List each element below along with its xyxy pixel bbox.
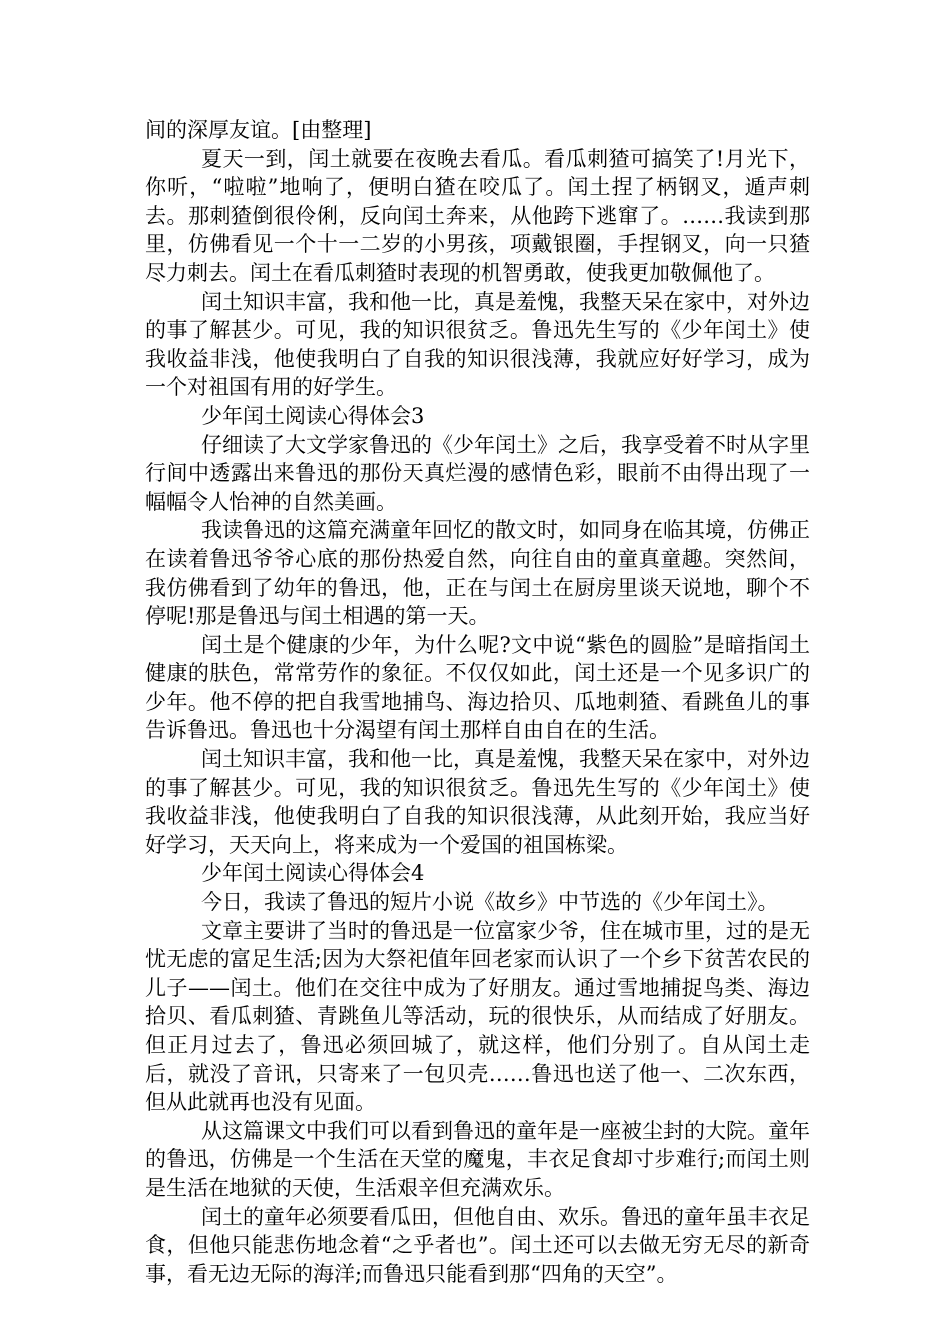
paragraph: 文章主要讲了当时的鲁迅是一位富家少爷，住在城市里，过的是无忧无虑的富足生活;因为大祭祀值年回老家而认识了一个乡下贫苦农民的儿子——闰土。他们在交往中成为了好朋友。通过雪地捕捉鸟类、海边拾贝、看瓜刺猹、青跳鱼儿等活动，玩的很快乐，从而结成了好朋友。但正月过去了，鲁迅必须回城了，就这样，他们分别了。自从闰土走后，就没了音讯，只寄来了一包贝壳……鲁迅也送了他一、二次东西，但从此就再也没有见面。: [145, 918, 810, 1115]
paragraph: 今日，我读了鲁迅的短片小说《故乡》中节选的《少年闰土》。: [201, 890, 779, 915]
document-body: [145, 116, 810, 1288]
paragraph: 闰土知识丰富，我和他一比，真是羞愧，我整天呆在家中，对外边的事了解甚少。可见，我的知识很贫乏。鲁迅先生写的《少年闰土》使我收益非浅，他使我明白了自我的知识很浅薄，我就应好好学习，成为一个对祖国有用的好学生。: [145, 289, 810, 400]
paragraph-continuation: 间的深厚友谊。[由整理]: [145, 118, 372, 142]
paragraph: 仔细读了大文学家鲁迅的《少年闰土》之后，我享受着不时从字里行间中透露出来鲁迅的那份天真烂漫的感情色彩，眼前不由得出现了一幅幅令人怡神的自然美画。: [145, 432, 810, 514]
paragraph: 我读鲁迅的这篇充满童年回忆的散文时，如同身在临其境，仿佛正在读着鲁迅爷爷心底的那份热爱自然，向往自由的童真童趣。突然间，我仿佛看到了幼年的鲁迅，他，正在与闰土在厨房里谈天说地，聊个不停呢!那是鲁迅与闰土相遇的第一天。: [145, 518, 810, 629]
paragraph: 夏天一到，闰土就要在夜晚去看瓜。看瓜刺猹可搞笑了!月光下，你听，“啦啦”地响了，便明白猹在咬瓜了。闰土捏了柄钢叉，遁声刺去。那刺猹倒很伶俐，反向闰土奔来，从他跨下逃窜了。……我读到那里，仿佛看见一个十一二岁的小男孩，项戴银圈，手捏钢叉，向一只猹尽力刺去。闰土在看瓜刺猹时表现的机智勇敢，使我更加敬佩他了。: [145, 146, 810, 285]
paragraph: 闰土知识丰富，我和他一比，真是羞愧，我整天呆在家中，对外边的事了解甚少。可见，我的知识很贫乏。鲁迅先生写的《少年闰土》使我收益非浅，他使我明白了自我的知识很浅薄，从此刻开始，我应当好好学习，天天向上，将来成为一个爱国的祖国栋梁。: [145, 747, 810, 857]
paragraph: 闰土是个健康的少年，为什么呢?文中说“紫色的圆脸”是暗指闰土健康的肤色，常常劳作的象征。不仅仅如此，闰土还是一个见多识广的少年。他不停的把自我雪地捕鸟、海边拾贝、瓜地刺猹、看跳鱼儿的事告诉鲁迅。鲁迅也十分渴望有闰土那样自由自在的生活。: [145, 632, 810, 743]
paragraph: 从这篇课文中我们可以看到鲁迅的童年是一座被尘封的大院。童年的鲁迅，仿佛是一个生活在天堂的魔鬼，丰衣足食却寸步难行;而闰土则是生活在地狱的天使，生活艰辛但充满欢乐。: [145, 1118, 810, 1200]
paragraph: 闰土的童年必须要看瓜田，但他自由、欢乐。鲁迅的童年虽丰衣足食，但他只能悲伤地念着“之乎者也”。闰土还可以去做无穷无尽的新奇事，看无边无际的海洋;而鲁迅只能看到那“四角的天空”。: [145, 1204, 810, 1286]
section-heading: 少年闰土阅读心得体会4: [201, 861, 425, 886]
section-heading: 少年闰土阅读心得体会3: [201, 403, 425, 428]
